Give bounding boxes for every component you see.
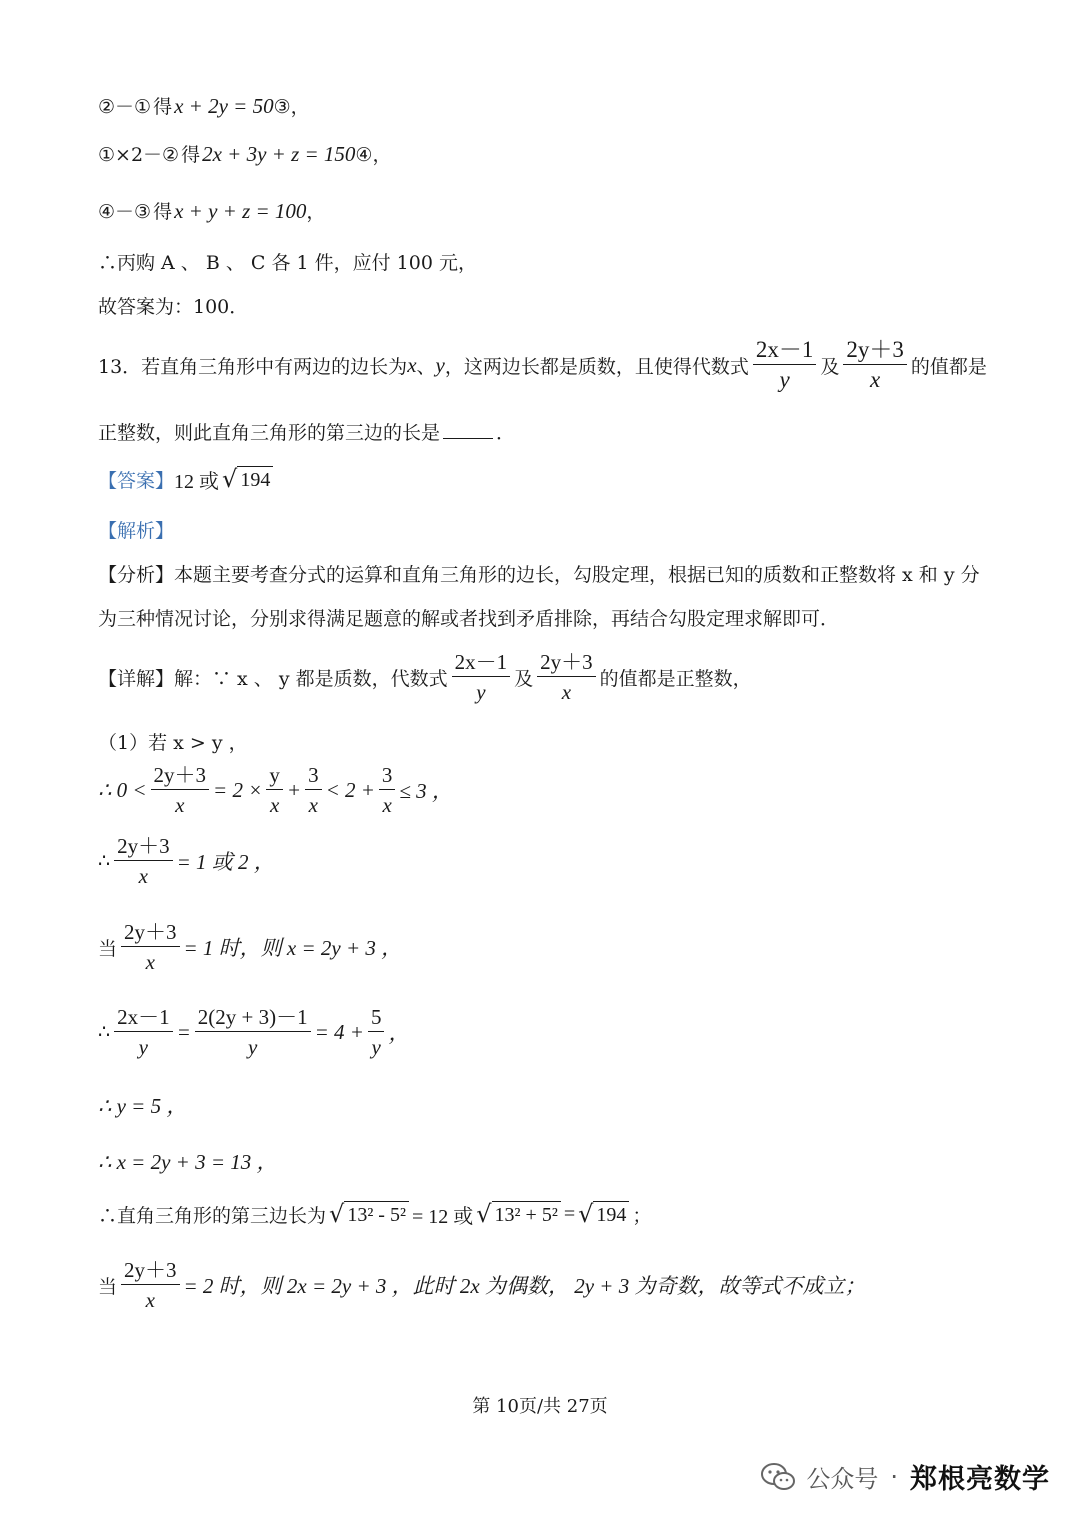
fraction-2x-1-over-y: $\frac{2x-1}{y}$: [452, 650, 511, 704]
watermark-account-name: 郑根亮数学: [910, 1464, 1050, 1495]
line-step-2: ①×2－② 得2x + 3y + z = 150④，: [98, 142, 392, 166]
fraction: $\frac{2y+3}{x}$: [151, 763, 210, 817]
watermark: [760, 1457, 1050, 1496]
result-line-4: ∴ y = 5 ，: [98, 1094, 188, 1118]
question-13-line-1: 13．若直角三角形中有两边的边长为 x 、 y ，这两边长都是质数，且使得代数式 $\frac{2x-1}{y}$ 及 $\frac{2y+3}{x}$ 的值都是: [98, 337, 987, 392]
fraction-2y+3-over-x: $\frac{2y+3}{x}$: [843, 338, 907, 392]
watermark-label: 公众号: [806, 1465, 879, 1493]
fraction: $\frac{5}{y}$: [368, 1005, 385, 1059]
answer-blank: [443, 420, 493, 439]
question-13-line-2: 正整数，则此直角三角形的第三边的长是 ．: [98, 422, 516, 444]
fraction: $\frac{y}{x}$: [266, 763, 283, 817]
line-step-3: ④－③ 得x + y + z = 100，: [98, 199, 326, 223]
inequality-line: ∴ 0 < $\frac{2y+3}{x}$ = 2 × $\frac{y}{x}$ + $\frac{3}{x}$ < 2 + $\frac{3}{x}$ ≤ 3 ，: [98, 763, 453, 817]
result-line-6: ∴直角三角形的第三边长为 √ 13² - 5² = 12 或 √ 13² + 5² = √ 194 ；: [98, 1200, 652, 1228]
watermark-dot: ·: [890, 1462, 898, 1491]
sqrt-13sq-plus-5sq: √ 13² + 5²: [476, 1201, 561, 1228]
fraction: $\frac{2y+3}{x}$: [114, 834, 173, 888]
result-line-3: ∴ $\frac{2x-1}{y}$ = $\frac{2(2y + 3)-1}{y}$ = 4 + $\frac{5}{y}$ ，: [98, 1005, 410, 1059]
page-number: 第 10页/共 27页: [472, 1396, 608, 1417]
fraction: $\frac{2y+3}{x}$: [121, 920, 180, 974]
result-line-5: ∴ x = 2y + 3 = 13 ，: [98, 1150, 278, 1174]
result-line-2: 当 $\frac{2y+3}{x}$ = 1 时，则 x = 2y + 3 ，: [98, 920, 403, 974]
fraction-2y+3-over-x: $\frac{2y+3}{x}$: [537, 650, 596, 704]
fraction: $\frac{2x-1}{y}$: [114, 1005, 173, 1059]
line-answer-summary: 故答案为：100．: [98, 296, 249, 318]
wechat-icon: [760, 1462, 796, 1492]
fraction: $\frac{3}{x}$: [379, 763, 396, 817]
case-1-heading: （1）若 x > y ，: [98, 732, 248, 754]
fraction: $\frac{3}{x}$: [305, 763, 322, 817]
fraction: $\frac{2y+3}{x}$: [121, 1258, 180, 1312]
jiexi-tag: 【解析】: [98, 520, 175, 542]
analysis-line-1: 【分析】本题主要考查分式的运算和直角三角形的边长，勾股定理，根据已知的质数和正整数将 x 和 y 分: [98, 564, 980, 586]
line-conclusion: ∴丙购 A 、 B 、 C 各 1 件，应付 100 元，: [98, 252, 477, 274]
sqrt-13sq-minus-5sq: √ 13² - 5²: [329, 1201, 409, 1228]
detail-line-1: 【详解】解：∵ x 、 y 都是质数，代数式 $\frac{2x-1}{y}$ 及 $\frac{2y+3}{x}$ 的值都是正整数，: [98, 650, 752, 704]
line-step-1: ②－① 得x + 2y = 50③，: [98, 94, 310, 118]
result-line-1: ∴ $\frac{2y+3}{x}$ = 1 或 2 ，: [98, 834, 275, 888]
result-line-7: 当 $\frac{2y+3}{x}$ = 2 时，则 2x = 2y + 3 ，此时 2x 为偶数， 2y + 3 为奇数，故等式不成立；: [98, 1258, 866, 1312]
sqrt-194: √ 194: [222, 466, 273, 493]
sqrt-194: √ 194: [578, 1201, 629, 1228]
answer-tag: 【答案】: [98, 470, 175, 492]
answer-line: 【答案】 12 或 √ 194: [98, 465, 276, 494]
analysis-line-2: 为三种情况讨论，分别求得满足题意的解或者找到矛盾排除，再结合勾股定理求解即可．: [98, 608, 840, 630]
fraction: $\frac{2(2y + 3)-1}{y}$: [195, 1005, 311, 1059]
fraction-2x-1-over-y: $\frac{2x-1}{y}$: [753, 338, 817, 392]
